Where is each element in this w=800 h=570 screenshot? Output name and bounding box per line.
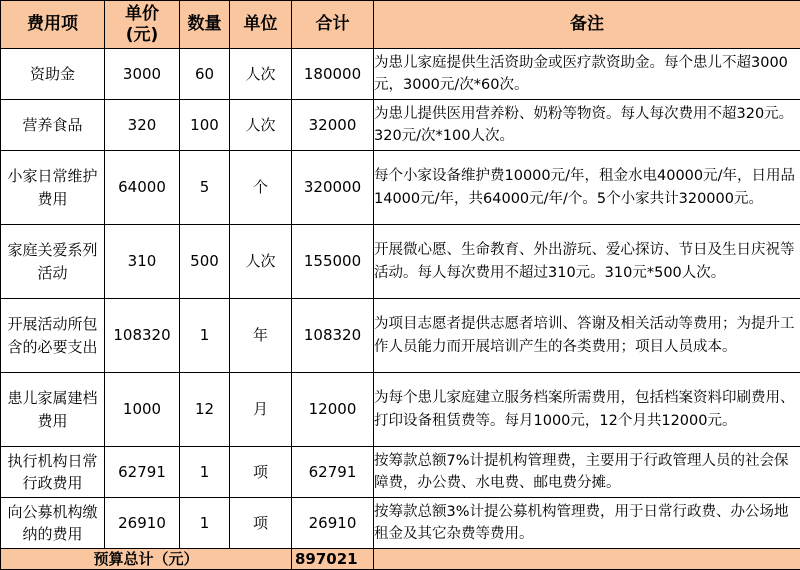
- row-quantity: 1: [180, 498, 230, 549]
- row-unit-price: 1000: [105, 373, 180, 447]
- row-quantity: 500: [180, 225, 230, 299]
- header-item: 费用项: [1, 1, 105, 49]
- table-body: [1, 49, 800, 549]
- row-unit: 人次: [230, 100, 292, 151]
- row-total: 26910: [292, 498, 374, 549]
- row-unit: 人次: [230, 225, 292, 299]
- row-quantity: 60: [180, 49, 230, 100]
- row-unit: 人次: [230, 49, 292, 100]
- row-quantity: 12: [180, 373, 230, 447]
- row-note: 为患儿家庭提供生活资助金或医疗款资助金。每个患儿不超3000元，3000元/次*60次。: [374, 49, 800, 100]
- row-note: 为每个患儿家庭建立服务档案所需费用，包括档案资料印刷费用、打印设备租赁费等。每月1000元，12个月共12000元。: [374, 373, 800, 447]
- row-unit-price: 310: [105, 225, 180, 299]
- row-total: 320000: [292, 151, 374, 225]
- row-total: 180000: [292, 49, 374, 100]
- row-note: 每个小家设备维护费10000元/年，租金水电40000元/年，日用品14000元/年，共64000元/年/个。5个小家共计320000元。: [374, 151, 800, 225]
- budget-total-value: 897021: [292, 549, 374, 570]
- row-total: 155000: [292, 225, 374, 299]
- row-unit-price: 320: [105, 100, 180, 151]
- table-row: [1, 299, 800, 373]
- row-item: 开展活动所包含的必要支出: [1, 299, 105, 373]
- row-unit: 项: [230, 498, 292, 549]
- row-unit: 个: [230, 151, 292, 225]
- row-item: 执行机构日常行政费用: [1, 447, 105, 498]
- table-row: [1, 373, 800, 447]
- row-item: 家庭关爱系列活动: [1, 225, 105, 299]
- row-note: 开展微心愿、生命教育、外出游玩、爱心探访、节日及生日庆祝等活动。每人每次费用不超过310元。310元*500人次。: [374, 225, 800, 299]
- budget-total-note: [374, 549, 800, 570]
- table-row: [1, 100, 800, 151]
- row-quantity: 1: [180, 299, 230, 373]
- row-unit: 月: [230, 373, 292, 447]
- row-unit-price: 64000: [105, 151, 180, 225]
- row-item: 营养食品: [1, 100, 105, 151]
- row-unit-price: 108320: [105, 299, 180, 373]
- row-unit-price: 26910: [105, 498, 180, 549]
- row-note: 为患儿提供医用营养粉、奶粉等物资。每人每次费用不超320元。320元/次*100人次。: [374, 100, 800, 151]
- table-row: [1, 49, 800, 100]
- row-unit-price: 3000: [105, 49, 180, 100]
- row-quantity: 1: [180, 447, 230, 498]
- table-row: [1, 225, 800, 299]
- row-quantity: 100: [180, 100, 230, 151]
- row-total: 62791: [292, 447, 374, 498]
- row-total: 108320: [292, 299, 374, 373]
- header-unit-price: 单价 (元): [105, 1, 180, 49]
- row-item: 向公募机构缴纳的费用: [1, 498, 105, 549]
- row-item: 小家日常维护费用: [1, 151, 105, 225]
- table-row: [1, 447, 800, 498]
- header-total: 合计: [292, 1, 374, 49]
- row-quantity: 5: [180, 151, 230, 225]
- row-total: 12000: [292, 373, 374, 447]
- row-total: 32000: [292, 100, 374, 151]
- table-header: [1, 1, 800, 49]
- row-note: 按筹款总额3%计提公募机构管理费，用于日常行政费、办公场地租金及其它杂费等费用。: [374, 498, 800, 549]
- table-row: [1, 498, 800, 549]
- row-note: 按筹款总额7%计提机构管理费，主要用于行政管理人员的社会保障费，办公费、水电费、邮电费分摊。: [374, 447, 800, 498]
- header-note: 备注: [374, 1, 800, 49]
- table-footer: [1, 549, 800, 570]
- row-unit: 项: [230, 447, 292, 498]
- row-unit: 年: [230, 299, 292, 373]
- row-unit-price: 62791: [105, 447, 180, 498]
- budget-total-label: 预算总计（元）: [1, 549, 292, 570]
- row-item: 资助金: [1, 49, 105, 100]
- header-unit: 单位: [230, 1, 292, 49]
- row-note: 为项目志愿者提供志愿者培训、答谢及相关活动等费用；为提升工作人员能力而开展培训产生的各类费用；项目人员成本。: [374, 299, 800, 373]
- table-row: [1, 151, 800, 225]
- header-row: [1, 1, 800, 49]
- total-row: [1, 549, 800, 570]
- row-item: 患儿家属建档费用: [1, 373, 105, 447]
- header-quantity: 数量: [180, 1, 230, 49]
